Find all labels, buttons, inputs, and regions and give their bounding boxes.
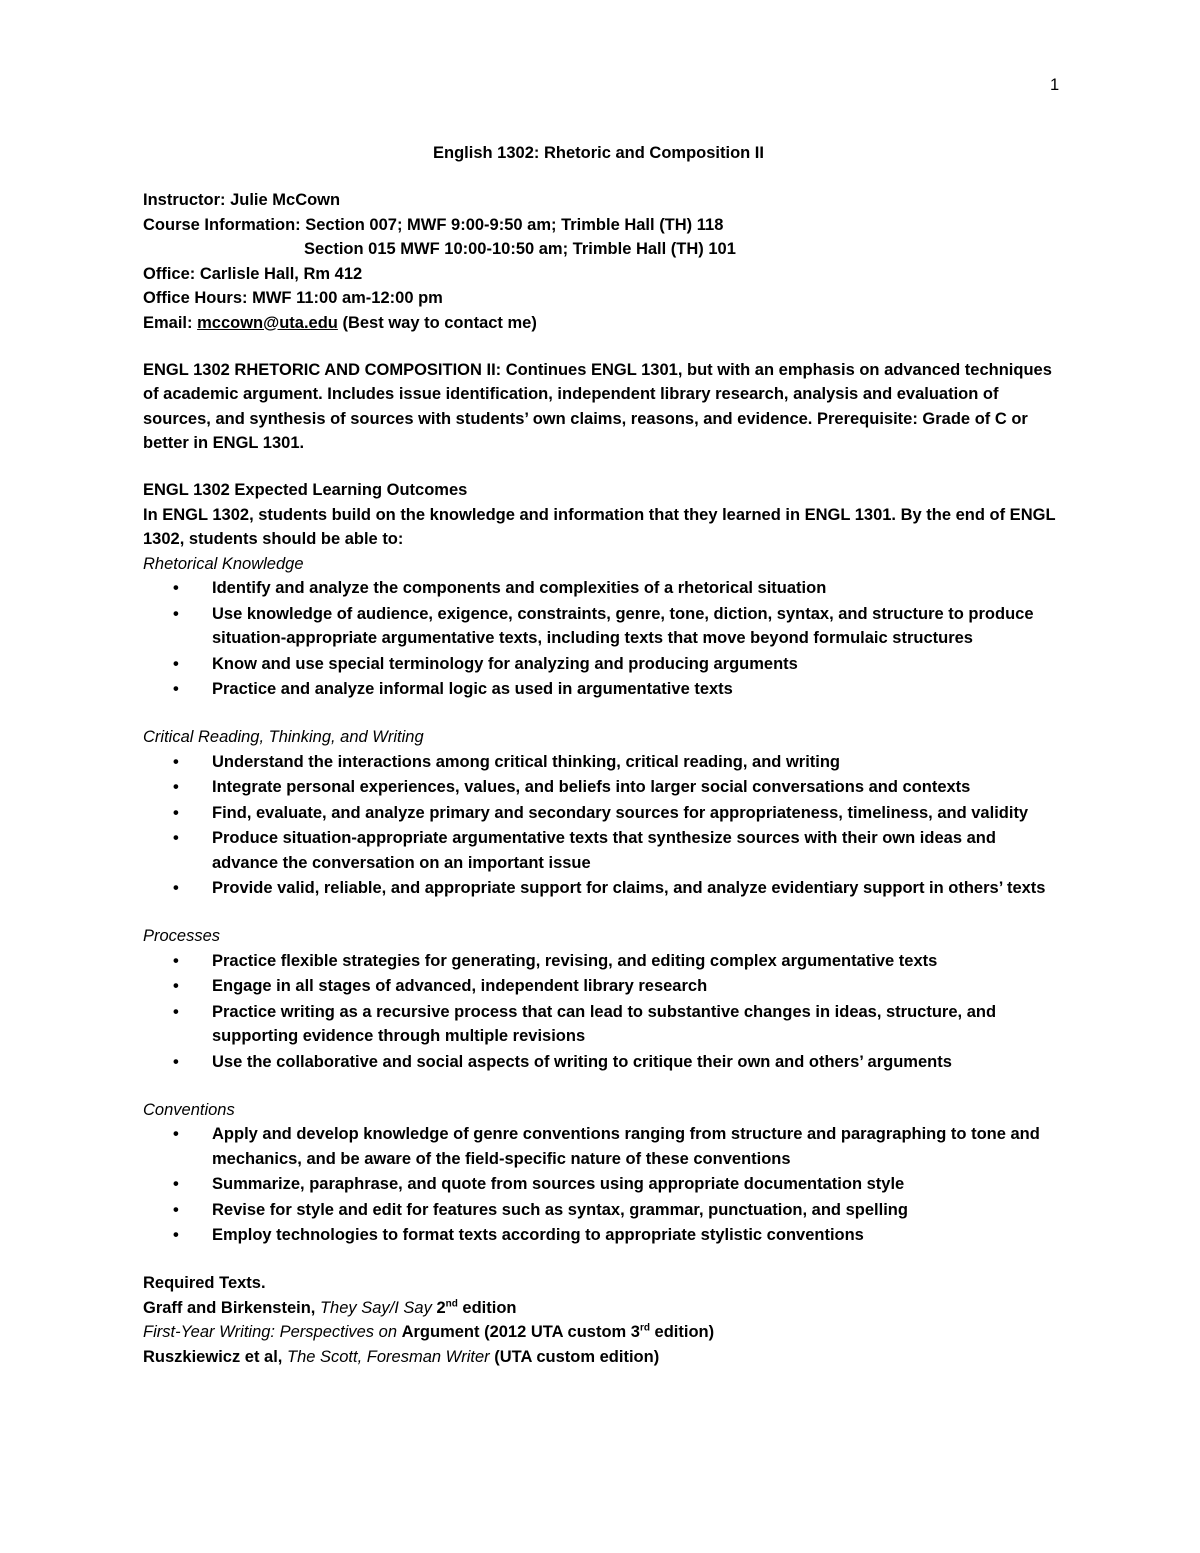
list-item: • Use knowledge of audience, exigence, constraints, genre, tone, diction, syntax, and structure to produce situation-appropriate argumentative texts, including texts that move beyond formulaic structures	[143, 602, 1063, 651]
required-text-2: First-Year Writing: Perspectives on Argument (2012 UTA custom 3rd edition)	[143, 1322, 715, 1341]
section-heading-conventions: Conventions	[143, 1100, 235, 1119]
course-title: English 1302: Rhetoric and Composition II	[433, 144, 764, 162]
course-info-line-2: Section 015 MWF 10:00-10:50 am; Trimble Hall (TH) 101	[304, 240, 736, 258]
bullet-icon: •	[173, 654, 179, 673]
outcomes-intro: In ENGL 1302, students build on the knowledge and information that they learned in ENGL 1301. By the end of ENGL 1302, students should be able to:	[143, 505, 1056, 548]
course-info-line: Course Information: Section 007; MWF 9:00-9:50 am; Trimble Hall (TH) 118	[143, 215, 724, 234]
list-item: • Employ technologies to format texts according to appropriate stylistic conventions	[143, 1223, 1063, 1248]
outcomes-list-processes	[143, 949, 1063, 1075]
section-heading-processes: Processes	[143, 927, 221, 945]
office-hours-line: Office Hours: MWF 11:00 am-12:00 pm	[143, 289, 443, 307]
required-texts-heading: Required Texts.	[143, 1274, 266, 1292]
list-item: • Engage in all stages of advanced, independent library research	[143, 974, 1063, 999]
office-line: Office: Carlisle Hall, Rm 412	[143, 264, 363, 283]
bullet-icon: •	[173, 1200, 179, 1219]
syllabus-content	[143, 141, 1063, 1369]
page-number: 1	[1050, 76, 1060, 94]
section-heading-critical-reading: Critical Reading, Thinking, and Writing	[143, 728, 424, 746]
outcomes-list-critical-reading	[143, 750, 1063, 901]
list-item: • Produce situation-appropriate argumentative texts that synthesize sources with their own ideas and advance the conversation on an important issue	[143, 826, 1063, 875]
instructor-line: Instructor: Julie McCown	[143, 191, 341, 209]
bullet-icon: •	[173, 1226, 179, 1244]
bullet-icon: •	[173, 1052, 179, 1071]
bullet-icon: •	[173, 1175, 179, 1193]
required-text-3: Ruszkiewicz et al, The Scott, Foresman Writer (UTA custom edition)	[143, 1347, 660, 1366]
bullet-icon: •	[173, 829, 179, 847]
outcomes-list-rhetorical-knowledge	[143, 576, 1063, 702]
list-item: • Practice flexible strategies for generating, revising, and editing complex argumentative texts	[143, 949, 1063, 974]
bullet-icon: •	[173, 604, 179, 623]
email-line	[143, 311, 1063, 336]
required-texts	[143, 1271, 1063, 1369]
list-item: • Practice writing as a recursive process that can lead to substantive changes in ideas, structure, and supporting evidence through multiple revisions	[143, 1000, 1063, 1049]
list-item: • Revise for style and edit for features such as syntax, grammar, punctuation, and spelling	[143, 1198, 1063, 1223]
list-item: • Integrate personal experiences, values, and beliefs into larger social conversations and contexts	[143, 775, 1063, 800]
bullet-icon: •	[173, 1125, 179, 1143]
bullet-icon: •	[173, 680, 179, 698]
bullet-icon: •	[173, 752, 179, 771]
list-item: • Provide valid, reliable, and appropriate support for claims, and analyze evidentiary support in others’ texts	[143, 876, 1063, 901]
list-item: • Know and use special terminology for analyzing and producing arguments	[143, 652, 1063, 677]
bullet-icon: •	[173, 951, 179, 970]
list-item: • Find, evaluate, and analyze primary and secondary sources for appropriateness, timeliness, and validity	[143, 801, 1063, 826]
outcomes-heading: ENGL 1302 Expected Learning Outcomes	[143, 481, 468, 499]
list-item: • Understand the interactions among critical thinking, critical reading, and writing	[143, 750, 1063, 775]
list-item: • Practice and analyze informal logic as used in argumentative texts	[143, 677, 1063, 702]
bullet-icon: •	[173, 977, 179, 995]
email-link[interactable]: mccown@uta.edu	[197, 313, 338, 332]
outcomes-list-conventions	[143, 1122, 1063, 1248]
section-heading-rhetorical-knowledge: Rhetorical Knowledge	[143, 554, 304, 573]
course-description: ENGL 1302 RHETORIC AND COMPOSITION II: Continues ENGL 1301, but with an emphasis on advanced techniques of academic argument. Includes issue identification, independent library research, analysis and evaluation of sources, and synthesis of sources with students’ own claims, reasons, and evidence. Prerequisite: Grade of C or better in ENGL 1301.	[143, 360, 1052, 452]
list-item: • Use the collaborative and social aspects of writing to critique their own and others’ arguments	[143, 1050, 1063, 1075]
list-item: • Identify and analyze the components and complexities of a rhetorical situation	[143, 576, 1063, 601]
bullet-icon: •	[173, 579, 179, 597]
bullet-icon: •	[173, 778, 179, 796]
list-item: • Summarize, paraphrase, and quote from sources using appropriate documentation style	[143, 1172, 1063, 1197]
course-header	[143, 188, 1063, 335]
email-label: Email:	[143, 313, 198, 332]
bullet-icon: •	[173, 803, 179, 822]
email-note: (Best way to contact me)	[337, 313, 537, 332]
bullet-icon: •	[173, 1002, 179, 1021]
list-item: • Apply and develop knowledge of genre conventions ranging from structure and paragraphing to tone and mechanics, and be aware of the field-specific nature of these conventions	[143, 1122, 1063, 1171]
required-text-1: Graff and Birkenstein, They Say/I Say 2nd edition	[143, 1298, 517, 1317]
bullet-icon: •	[173, 879, 179, 897]
